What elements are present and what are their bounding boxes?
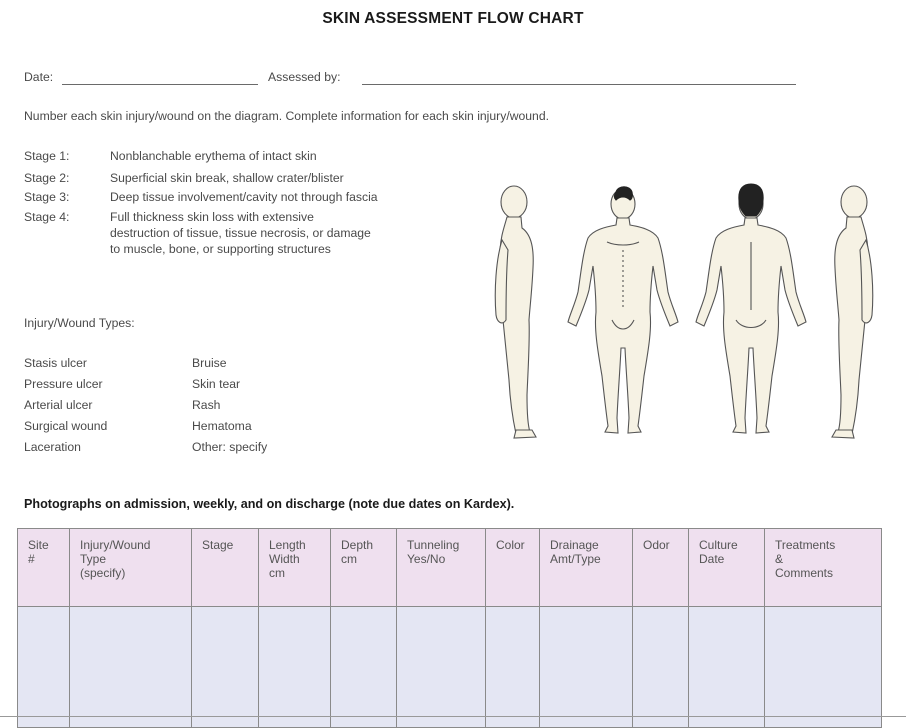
column-header-line: Type <box>80 552 107 566</box>
wound-type-item: Laceration <box>24 440 81 454</box>
body-figure-side-right-facing <box>495 186 536 438</box>
table-cell[interactable] <box>18 607 70 728</box>
column-header-line: Yes/No <box>407 552 446 566</box>
instruction-text: Number each skin injury/wound on the diagram. Complete information for each skin injury/wound. <box>24 109 550 123</box>
column-header-line: Color <box>496 538 525 552</box>
table-cell[interactable] <box>765 607 882 728</box>
table-header-row <box>18 529 882 607</box>
column-header <box>397 529 486 607</box>
wound-type-item: Stasis ulcer <box>24 356 87 370</box>
column-header <box>18 529 70 607</box>
wound-type-item: Rash <box>192 398 221 412</box>
column-header-line: Treatments <box>775 538 836 552</box>
wound-type-item: Bruise <box>192 356 227 370</box>
wound-types-left-list <box>24 353 107 458</box>
stage-label: Stage 1: <box>24 149 70 163</box>
table-cell[interactable] <box>70 607 192 728</box>
column-header-line: cm <box>269 566 285 580</box>
column-header-line: Stage <box>202 538 234 552</box>
column-header <box>689 529 765 607</box>
body-figure-side-left-facing <box>832 186 873 438</box>
column-header-line: Drainage <box>550 538 599 552</box>
assessed-by-label: Assessed by: <box>268 70 341 84</box>
column-header-line: Site <box>28 538 49 552</box>
column-header <box>633 529 689 607</box>
stage-description-line: Nonblanchable erythema of intact skin <box>110 149 317 163</box>
column-header <box>486 529 540 607</box>
column-header <box>192 529 259 607</box>
column-header-line: cm <box>341 552 357 566</box>
stage-description <box>110 209 450 257</box>
column-header-line: Depth <box>341 538 374 552</box>
photograph-instruction: Photographs on admission, weekly, and on discharge (note due dates on Kardex). <box>24 497 515 511</box>
table-cell[interactable] <box>689 607 765 728</box>
column-header <box>259 529 331 607</box>
stage-description-line: Full thickness skin loss with extensive <box>110 210 314 224</box>
stage-description <box>110 170 450 186</box>
page-bottom-rule <box>0 716 906 717</box>
wound-types-heading: Injury/Wound Types: <box>24 316 135 330</box>
body-figure-front <box>568 187 678 433</box>
body-diagram[interactable] <box>466 180 894 450</box>
column-header-line: Culture <box>699 538 738 552</box>
column-header-line: Length <box>269 538 306 552</box>
wound-type-item: Pressure ulcer <box>24 377 103 391</box>
column-header <box>331 529 397 607</box>
wound-type-item: Hematoma <box>192 419 252 433</box>
column-header-line: Injury/Wound <box>80 538 151 552</box>
stage-description-line: Superficial skin break, shallow crater/blister <box>110 171 344 185</box>
wound-assessment-table <box>17 528 882 728</box>
wound-type-item: Skin tear <box>192 377 241 391</box>
wound-types-right-list <box>192 353 267 458</box>
table-cell[interactable] <box>397 607 486 728</box>
stage-description-line: destruction of tissue, tissue necrosis, or damage <box>110 226 371 240</box>
column-header-line: (specify) <box>80 566 126 580</box>
stage-description-line: Deep tissue involvement/cavity not through fascia <box>110 190 378 204</box>
table-cell[interactable] <box>331 607 397 728</box>
table-cell[interactable] <box>259 607 331 728</box>
table-cell[interactable] <box>633 607 689 728</box>
table-cell[interactable] <box>486 607 540 728</box>
stage-description-line: to muscle, bone, or supporting structures <box>110 242 331 256</box>
column-header-line: & <box>775 552 784 566</box>
column-header-line: Date <box>699 552 725 566</box>
date-field[interactable] <box>62 84 258 85</box>
column-header-line: Odor <box>643 538 670 552</box>
wound-type-item: Surgical wound <box>24 419 108 433</box>
table-row <box>18 607 882 728</box>
column-header <box>765 529 882 607</box>
stage-description <box>110 148 450 164</box>
column-header <box>540 529 633 607</box>
column-header-line: Tunneling <box>407 538 460 552</box>
stage-description <box>110 189 450 205</box>
page-title: SKIN ASSESSMENT FLOW CHART <box>322 10 584 27</box>
column-header-line: Amt/Type <box>550 552 601 566</box>
stage-label: Stage 4: <box>24 210 70 224</box>
table-cell[interactable] <box>540 607 633 728</box>
column-header-line: # <box>28 552 35 566</box>
stage-label: Stage 3: <box>24 190 70 204</box>
stage-label: Stage 2: <box>24 171 70 185</box>
wound-type-item: Other: specify <box>192 440 268 454</box>
column-header-line: Comments <box>775 566 834 580</box>
column-header <box>70 529 192 607</box>
assessed-by-field[interactable] <box>362 84 796 85</box>
wound-type-item: Arterial ulcer <box>24 398 93 412</box>
column-header-line: Width <box>269 552 300 566</box>
body-figure-back <box>696 184 806 433</box>
date-label: Date: <box>24 70 54 84</box>
table-cell[interactable] <box>192 607 259 728</box>
